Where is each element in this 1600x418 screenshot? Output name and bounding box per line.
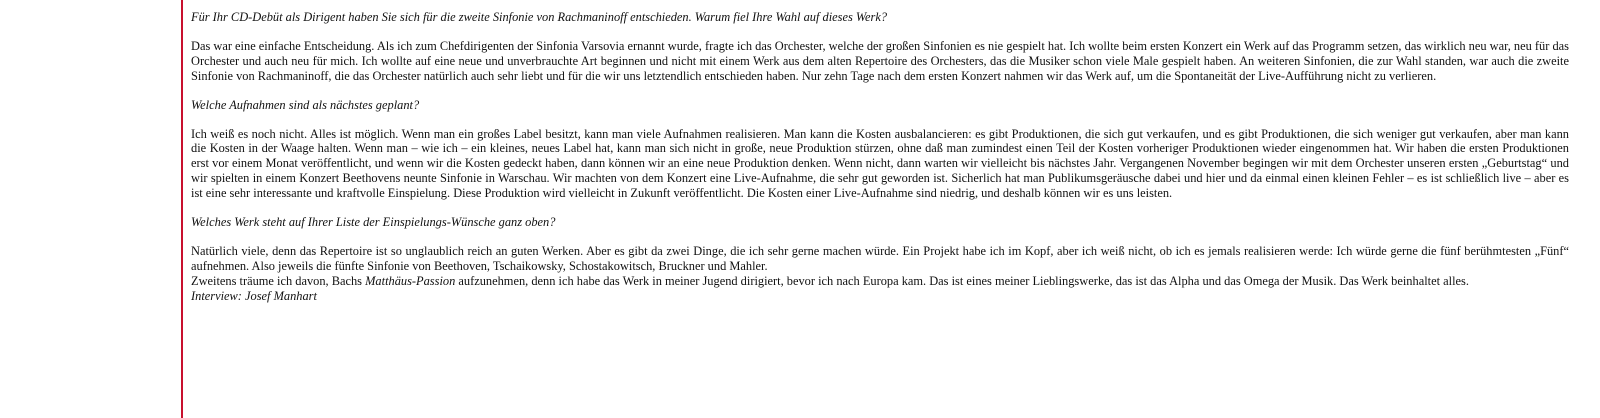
answer-1: Das war eine einfache Entscheidung. Als ich zum Chefdirigenten der Sinfonia Varsovia ernannt wurde, fragte ich das Orchester, welche der großen Sinfonien es nie gespielt hat. Ich wollte beim ersten Konzert ein Werk auf das Programm setzen, das wirklich neu war, neu für das Orchester und auch neu für mich. Ich wollte auf eine neue und unverbrauchte Art beginnen und nicht mit einem Werk aus dem alten Repertoire des Orchesters, das die Musiker schon viele Male gespielt haben. An weiteren Sinfonien, die zur Wahl standen, war auch die zweite Sinfonie von Rachmaninoff, die das Orchester natürlich auch sehr liebt und für die wir uns letztendlich entschieden haben. Nur zehn Tage nach dem ersten Konzert nahmen wir das Werk auf, um die Spontaneität der Live-Aufführung nicht zu verlieren. (191, 38, 1569, 83)
answer-2: Ich weiß es noch nicht. Alles ist möglich. Wenn man ein großes Label besitzt, kann man viele Aufnahmen realisieren. Man kann die Kosten ausbalancieren: es gibt Produktionen, die sich gut verkaufen, und es gibt Produktionen, die sich weniger gut verkaufen, aber man kann die Kosten in der Waage halten. Wenn man – wie ich – ein kleines, neues Label hat, kann man sich nicht in große, neue Produktion stürzen, ohne daß man zumindest einen Teil der Kosten vorheriger Produktionen wieder eingenommen hat. Wir haben die ersten Produktionen erst vor einem Monat veröffentlicht, und wenn wir die Kosten gedeckt haben, dann können wir an eine neue Produktion denken. Wenn nicht, dann warten wir vielleicht bis nächstes Jahr. Vergangenen November begingen wir mit dem Orchester unseren ersten „Geburtstag“ und wir spielten in einem Konzert Beethovens neunte Sinfonie in Warschau. Wir machten von dem Konzert eine Live-Aufnahme, die sehr gut geworden ist. Sicherlich hat man Publikumsgeräusche dabei und hier und da einmal einen kleinen Fehler – es ist schließlich live – aber es ist eine sehr interessante und kraftvolle Einspielung. Diese Produktion wird vielleicht in Zukunft veröffentlicht. Die Kosten einer Live-Aufnahme sind niedrig, und deshalb können wir es uns leisten. (191, 126, 1569, 201)
interview-text (191, 10, 1569, 304)
answer-3-paragraph-1: Natürlich viele, denn das Repertoire ist so unglaublich reich an guten Werken. Aber es gibt da zwei Dinge, die ich sehr gerne machen würde. Ein Projekt habe ich im Kopf, aber ich weiß nicht, ob ich es jemals realisieren werde: Ich würde gerne die fünf berühmtesten „Fünf“ aufnehmen. Also jeweils die fünfte Sinfonie von Beethoven, Tschaikowsky, Schostakowitsch, Bruckner und Mahler. (191, 243, 1569, 273)
work-title: Matthäus-Passion (365, 273, 456, 288)
answer-3-paragraph-2 (191, 274, 1569, 289)
question-1: Für Ihr CD-Debüt als Dirigent haben Sie sich für die zweite Sinfonie von Rachmaninoff entschieden. Warum fiel Ihre Wahl auf dieses Werk? (191, 10, 888, 24)
answer-3-text-after: aufzunehmen, denn ich habe das Werk in meiner Jugend dirigiert, bevor ich nach Europa kam. Das ist eines meiner Lieblingswerke, das ist das Alpha und das Omega der Musik. Das Werk beinhaltet alles. (455, 273, 1469, 288)
interview-credit: Interview: Josef Manhart (191, 288, 317, 303)
margin-rule (181, 0, 183, 418)
question-3: Welches Werk steht auf Ihrer Liste der Einspielungs-Wünsche ganz oben? (191, 215, 556, 230)
question-2: Welche Aufnahmen sind als nächstes geplant? (191, 97, 420, 112)
answer-3-text-before: Zweitens träume ich davon, Bachs (191, 273, 366, 288)
